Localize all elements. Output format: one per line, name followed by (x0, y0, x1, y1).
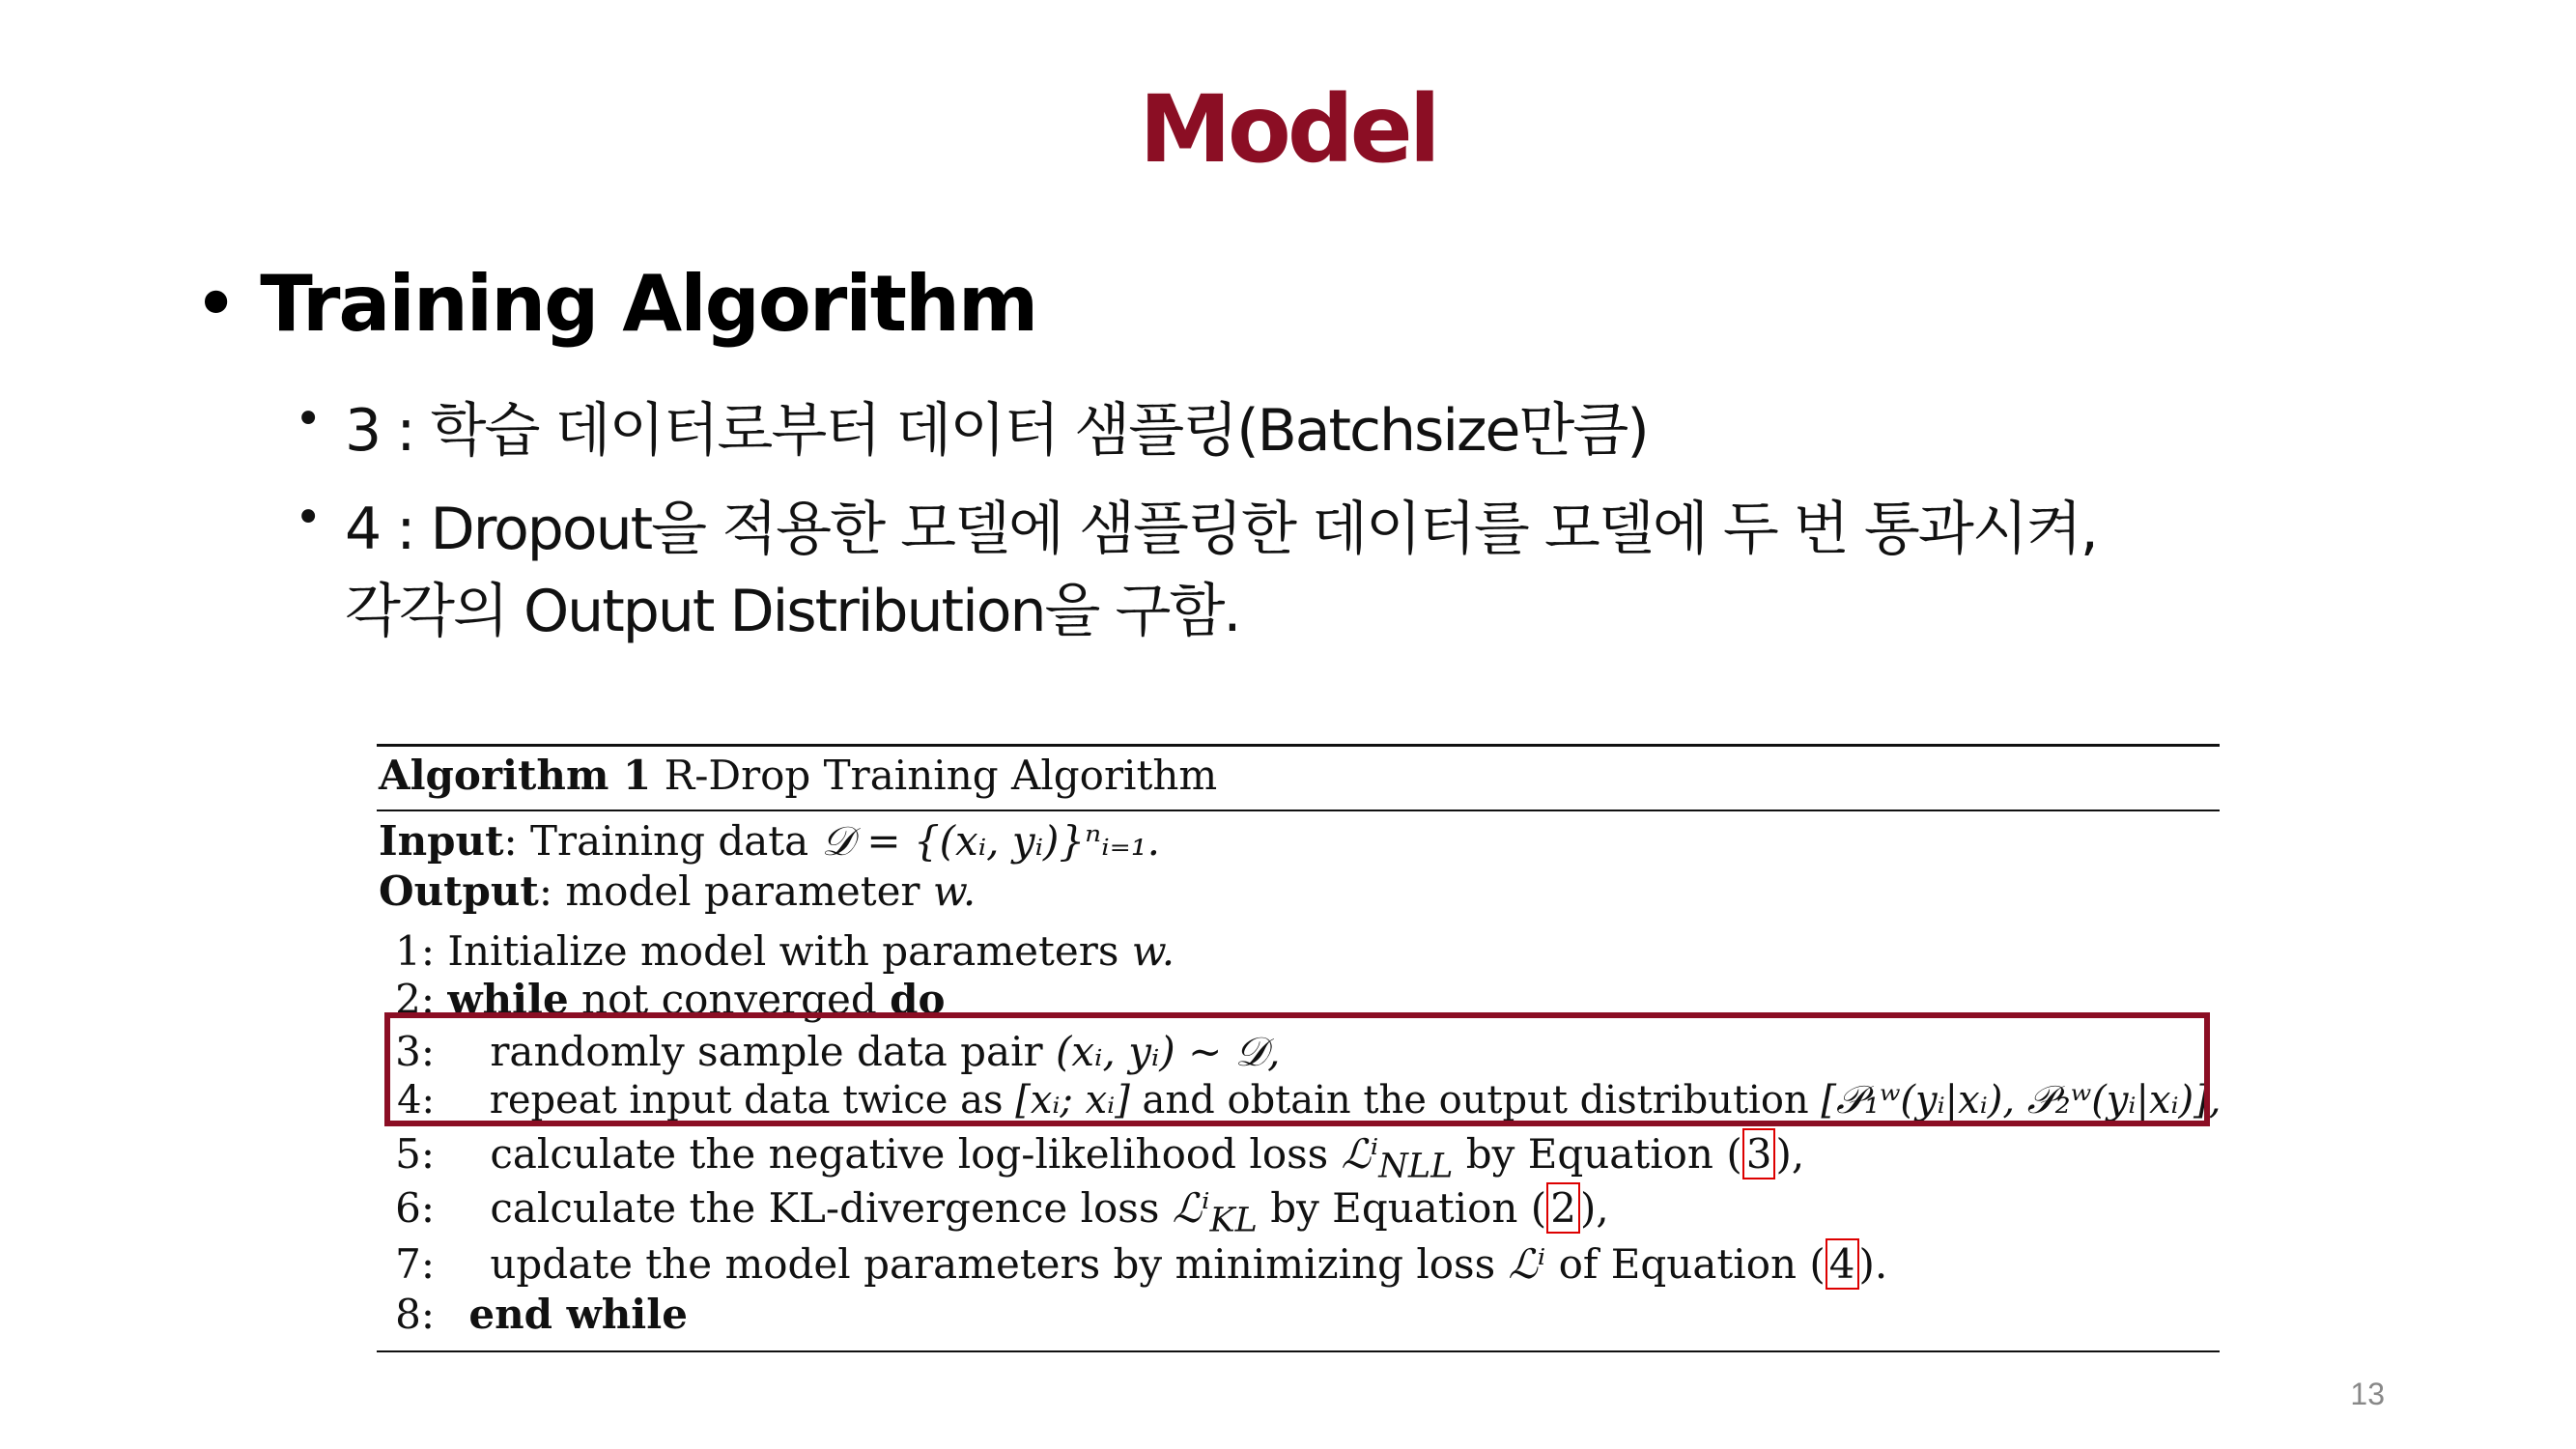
line-math: w. (1131, 927, 1175, 975)
line-math: ℒⁱ (1341, 1130, 1379, 1178)
keyword: while (447, 976, 569, 1023)
line-text: Initialize model with parameters (447, 927, 1132, 975)
sub-bullet-text: 4 : Dropout을 적용한 모델에 샘플링한 데이터를 모델에 두 번 통과시켜, (345, 496, 2097, 563)
line-number: 6: (395, 1184, 435, 1232)
line-number: 5: (395, 1130, 435, 1178)
main-bullet-text: Training Algorithm (260, 259, 1037, 349)
output-label: Output (379, 867, 539, 915)
algorithm-output (379, 867, 976, 915)
line-math-subscript: NLL (1378, 1147, 1454, 1186)
input-label: Input (379, 817, 504, 865)
line-number: 1: (395, 927, 435, 975)
line-text: calculate the negative log-likelihood loss (490, 1130, 1342, 1178)
line-math: ℒⁱ (1172, 1184, 1210, 1232)
input-math: 𝒟 = {(xᵢ, yᵢ)}ⁿᵢ₌₁. (821, 817, 1160, 865)
top-rule (377, 744, 2220, 747)
equation-reference: 2 (1546, 1182, 1580, 1234)
bullet-dot: • (295, 491, 321, 545)
main-bullet (193, 259, 1036, 349)
line-number: 4: (397, 1078, 435, 1122)
algorithm-line (377, 1240, 1887, 1288)
line-text: ), (1775, 1130, 1805, 1178)
line-text: repeat input data twice as (489, 1078, 1016, 1122)
keyword: end while (468, 1291, 688, 1338)
sub-bullet-continuation (345, 565, 1240, 648)
highlight-box (384, 1012, 2210, 1126)
slide-title: Model (1139, 75, 1437, 184)
keyword: do (890, 976, 946, 1023)
algorithm-figure (377, 744, 2220, 1352)
line-text: by Equation ( (1453, 1130, 1742, 1178)
line-text: update the model parameters by minimizing loss (490, 1240, 1509, 1288)
line-text: not converged (568, 976, 891, 1023)
sub-bullet-text: 각각의 Output Distribution을 구함. (345, 578, 1240, 645)
output-math: w. (932, 867, 977, 915)
line-text: randomly sample data pair (490, 1028, 1056, 1075)
line-number: 3: (395, 1028, 435, 1075)
bullet-dot: • (295, 392, 321, 446)
line-text: by Equation ( (1257, 1184, 1547, 1232)
line-math: [xᵢ; xᵢ] (1015, 1078, 1130, 1122)
equation-reference: 3 (1742, 1128, 1776, 1179)
equation-reference: 4 (1826, 1238, 1859, 1290)
title-rule (377, 810, 2220, 811)
algorithm-title (379, 752, 1217, 799)
line-number: 8: (395, 1291, 435, 1338)
line-number: 7: (395, 1240, 435, 1288)
line-math: ℒⁱ (1508, 1240, 1546, 1288)
line-text: calculate the KL-divergence loss (490, 1184, 1173, 1232)
bottom-rule (377, 1350, 2220, 1352)
algorithm-line (377, 1130, 1804, 1185)
algorithm-name: R-Drop Training Algorithm (651, 752, 1218, 799)
line-text: of Equation ( (1545, 1240, 1826, 1288)
algorithm-line (377, 1291, 688, 1338)
algorithm-number: Algorithm 1 (379, 752, 652, 799)
line-math: [𝒫₁ʷ(yᵢ|xᵢ), 𝒫₂ʷ(yᵢ|xᵢ)], (1821, 1078, 2222, 1122)
input-text: : Training data (503, 817, 822, 865)
line-text: ). (1858, 1240, 1888, 1288)
line-math-subscript: KL (1209, 1201, 1258, 1240)
algorithm-line (377, 927, 1175, 975)
bullet-dot: • (193, 259, 238, 349)
line-math: (xᵢ, yᵢ) ∼ 𝒟, (1055, 1028, 1281, 1075)
line-number: 2: (395, 976, 435, 1023)
line-text: and obtain the output distribution (1129, 1078, 1822, 1122)
output-text: : model parameter (538, 867, 933, 915)
line-text: ), (1579, 1184, 1609, 1232)
page-number: 13 (2350, 1377, 2385, 1411)
algorithm-input (379, 817, 1160, 866)
algorithm-line (377, 1184, 1609, 1239)
sub-bullet-text: 3 : 학습 데이터로부터 데이터 샘플링(Batchsize만큼) (345, 397, 1648, 465)
